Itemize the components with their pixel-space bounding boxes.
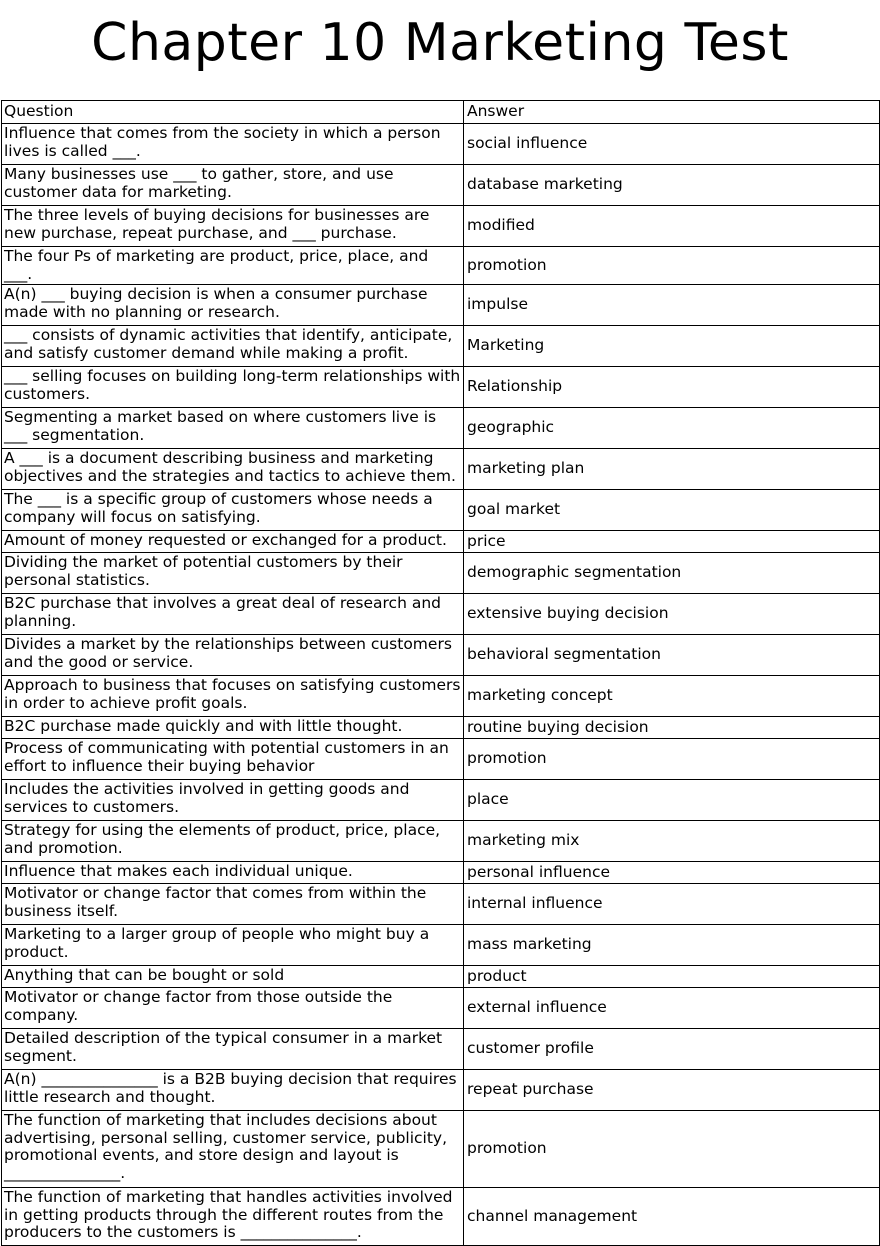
table-row: [2, 553, 880, 594]
question-cell: Process of communicating with potential customers in an effort to influence their buying behavior: [2, 739, 464, 780]
answer-cell: behavioral segmentation: [464, 635, 880, 676]
question-cell: B2C purchase that involves a great deal of research and planning.: [2, 594, 464, 635]
table-row: [2, 1070, 880, 1111]
question-cell: Motivator or change factor from those outside the company.: [2, 988, 464, 1029]
answer-cell: place: [464, 780, 880, 821]
answer-cell: promotion: [464, 1111, 880, 1188]
answer-cell: marketing plan: [464, 449, 880, 490]
table-row: [2, 165, 880, 206]
answer-cell: database marketing: [464, 165, 880, 206]
table-row: [2, 884, 880, 925]
column-header-answer: Answer: [464, 101, 880, 124]
table-row: [2, 490, 880, 531]
answer-cell: Relationship: [464, 367, 880, 408]
table-row: [2, 780, 880, 821]
question-cell: A(n) _______________ is a B2B buying decision that requires little research and thought.: [2, 1070, 464, 1111]
answer-cell: external influence: [464, 988, 880, 1029]
answer-cell: impulse: [464, 285, 880, 326]
table-row: [2, 449, 880, 490]
question-cell: ___ consists of dynamic activities that identify, anticipate, and satisfy customer demand while making a profit.: [2, 326, 464, 367]
question-cell: Influence that makes each individual unique.: [2, 862, 464, 884]
question-cell: Includes the activities involved in getting goods and services to customers.: [2, 780, 464, 821]
answer-cell: geographic: [464, 408, 880, 449]
table-row: [2, 635, 880, 676]
table-row: [2, 326, 880, 367]
table-row: [2, 821, 880, 862]
answer-cell: marketing concept: [464, 676, 880, 717]
table-row: [2, 1029, 880, 1070]
table-row: [2, 966, 880, 988]
question-cell: A ___ is a document describing business and marketing objectives and the strategies and tactics to achieve them.: [2, 449, 464, 490]
question-cell: The ___ is a specific group of customers whose needs a company will focus on satisfying.: [2, 490, 464, 531]
answer-cell: modified: [464, 206, 880, 247]
table-row: [2, 1111, 880, 1188]
answer-cell: promotion: [464, 739, 880, 780]
question-cell: Many businesses use ___ to gather, store, and use customer data for marketing.: [2, 165, 464, 206]
answer-cell: product: [464, 966, 880, 988]
question-cell: The three levels of buying decisions for businesses are new purchase, repeat purchase, and ___ purchase.: [2, 206, 464, 247]
table-row: [2, 206, 880, 247]
answer-cell: price: [464, 531, 880, 553]
question-cell: Segmenting a market based on where customers live is ___ segmentation.: [2, 408, 464, 449]
answer-cell: demographic segmentation: [464, 553, 880, 594]
question-cell: Approach to business that focuses on satisfying customers in order to achieve profit goals.: [2, 676, 464, 717]
table-row: [2, 594, 880, 635]
question-cell: Dividing the market of potential customers by their personal statistics.: [2, 553, 464, 594]
table-row: [2, 408, 880, 449]
table-row: [2, 739, 880, 780]
question-cell: Strategy for using the elements of product, price, place, and promotion.: [2, 821, 464, 862]
table-row: [2, 367, 880, 408]
question-cell: B2C purchase made quickly and with little thought.: [2, 717, 464, 739]
table-row: [2, 862, 880, 884]
answer-cell: goal market: [464, 490, 880, 531]
question-cell: Influence that comes from the society in which a person lives is called ___.: [2, 124, 464, 165]
answer-cell: promotion: [464, 247, 880, 285]
question-cell: Motivator or change factor that comes from within the business itself.: [2, 884, 464, 925]
question-cell: A(n) ___ buying decision is when a consumer purchase made with no planning or research.: [2, 285, 464, 326]
table-row: [2, 676, 880, 717]
answer-cell: extensive buying decision: [464, 594, 880, 635]
qa-table: [1, 100, 880, 1246]
question-cell: Divides a market by the relationships between customers and the good or service.: [2, 635, 464, 676]
table-row: [2, 247, 880, 285]
question-cell: ___ selling focuses on building long-term relationships with customers.: [2, 367, 464, 408]
question-cell: The four Ps of marketing are product, price, place, and ___.: [2, 247, 464, 285]
question-cell: Amount of money requested or exchanged for a product.: [2, 531, 464, 553]
answer-cell: repeat purchase: [464, 1070, 880, 1111]
question-cell: Anything that can be bought or sold: [2, 966, 464, 988]
table-row: [2, 925, 880, 966]
question-cell: Marketing to a larger group of people who might buy a product.: [2, 925, 464, 966]
answer-cell: Marketing: [464, 326, 880, 367]
answer-cell: routine buying decision: [464, 717, 880, 739]
answer-cell: channel management: [464, 1188, 880, 1246]
table-row: [2, 1188, 880, 1246]
column-header-question: Question: [2, 101, 464, 124]
table-header-row: [2, 101, 880, 124]
answer-cell: social influence: [464, 124, 880, 165]
question-cell: The function of marketing that handles activities involved in getting products through the different routes from the producers to the customers is _______________.: [2, 1188, 464, 1246]
page-title: Chapter 10 Marketing Test: [91, 13, 789, 73]
table-row: [2, 717, 880, 739]
question-cell: Detailed description of the typical consumer in a market segment.: [2, 1029, 464, 1070]
answer-cell: marketing mix: [464, 821, 880, 862]
answer-cell: mass marketing: [464, 925, 880, 966]
table-row: [2, 531, 880, 553]
table-row: [2, 285, 880, 326]
answer-cell: personal influence: [464, 862, 880, 884]
question-cell: The function of marketing that includes decisions about advertising, personal selling, customer service, publicity, promotional events, and store design and layout is _______________.: [2, 1111, 464, 1188]
answer-cell: internal influence: [464, 884, 880, 925]
table-row: [2, 124, 880, 165]
answer-cell: customer profile: [464, 1029, 880, 1070]
table-row: [2, 988, 880, 1029]
